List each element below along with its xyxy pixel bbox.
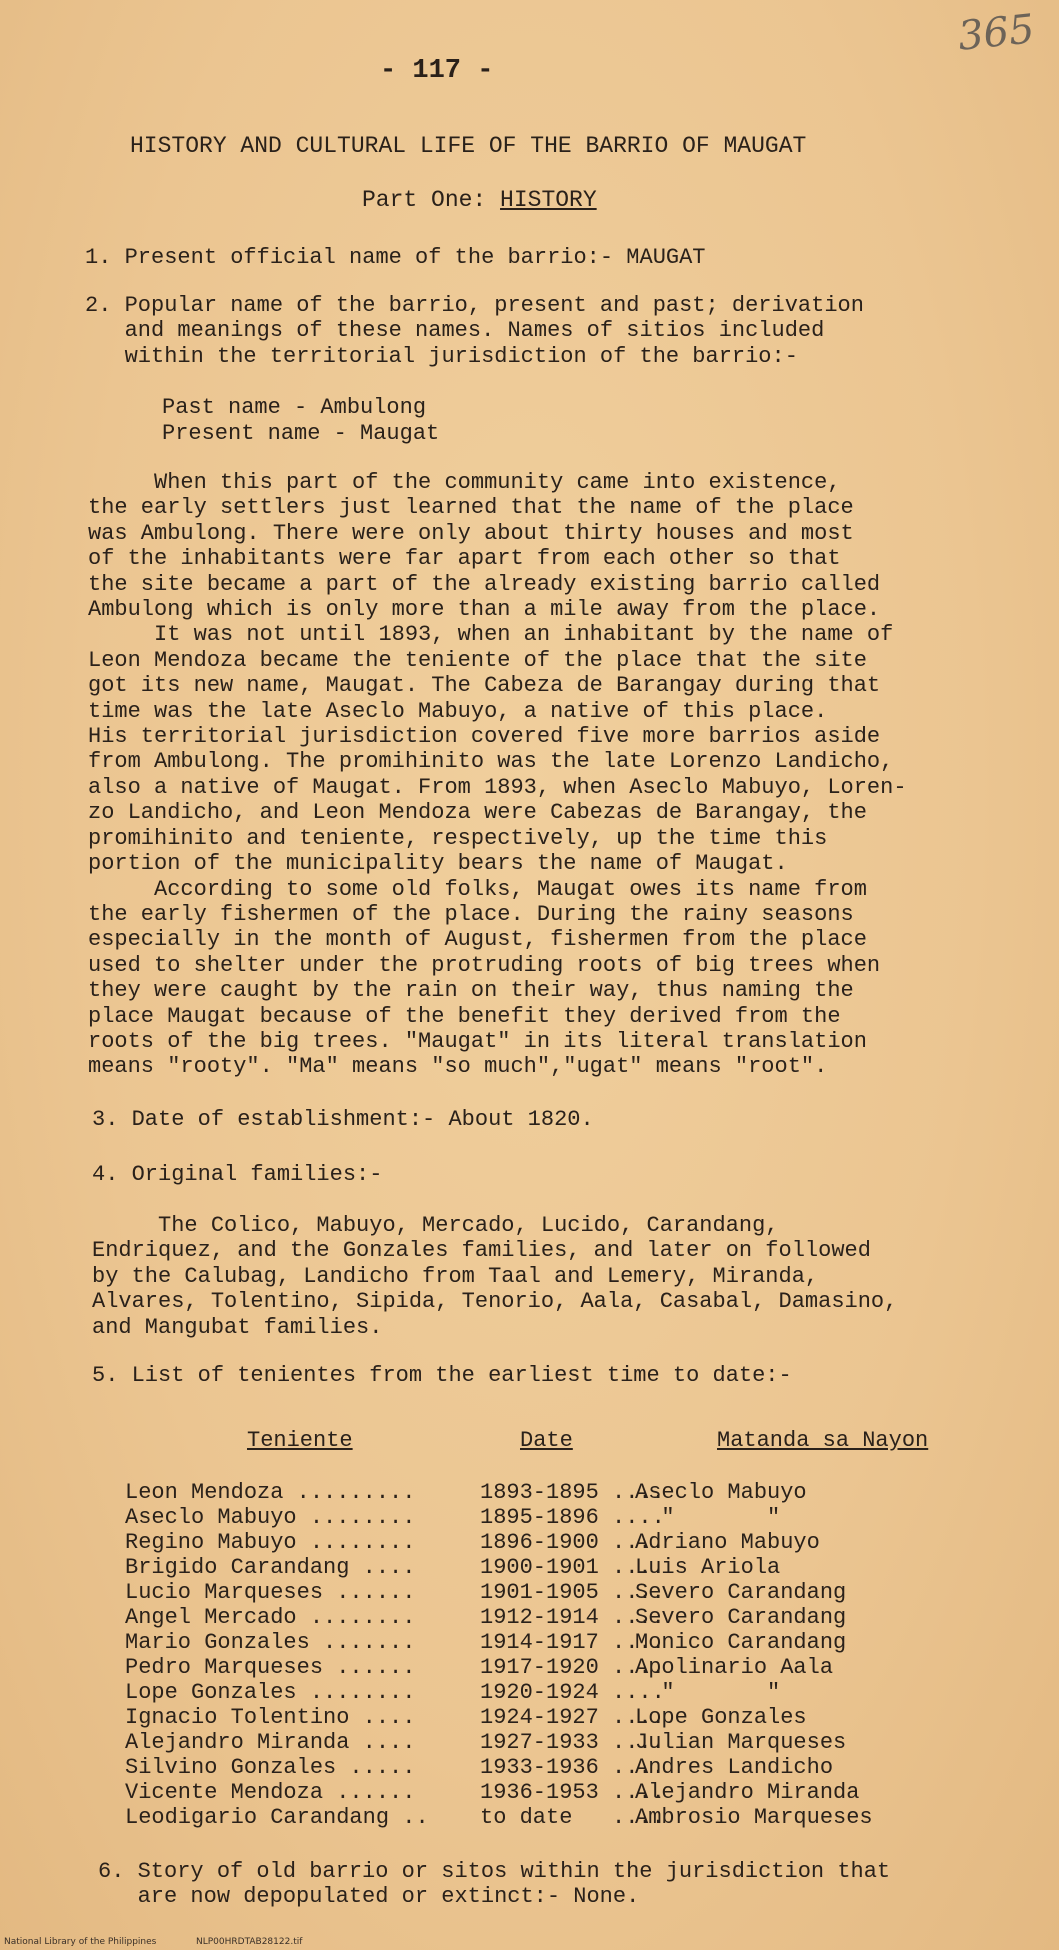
item-1: 1. Present official name of the barrio:- MAUGAT (85, 245, 706, 270)
part-prefix: Part One: (362, 187, 501, 213)
item-4-heading: 4. Original families:- (92, 1162, 383, 1187)
past-name: Past name - Ambulong (162, 395, 427, 420)
item-2-body: When this part of the community came into existence, the early settlers just learned that the name of the place was Ambulong. There were only about thirty houses and most of the inhabitants were far apart from each other so that the site became a part of the already existing barrio called Ambulong which is only more than a mile away from the place. It was not until 1893, when an inhabitant by the name of Leon Mendoza became the teniente of the place that the site got its new name, Maugat. The Cabeza de Barangay during that time was the late Aseclo Mabuyo, a native of this place. His territorial jurisdiction covered five more barrios aside from Ambulong. The promihinito was the late Lorenzo Landicho, also a native of Maugat. From 1893, when Aseclo Mabuyo, Loren- zo Landicho, and Leon Mendoza were Cabezas de Barangay, the promihinito and teniente, respectively, up the time this portion of the municipality bears the name of Maugat. According to some old folks, Maugat owes its name from the early fishermen of the place. During the rainy seasons especially in the month of August, fishermen from the place used to shelter under the protruding roots of big trees when they were caught by the rain on their way, thus naming the place Maugat because of the benefit they derived from the roots of the big trees. "Maugat" in its literal translation means "rooty". "Ma" means "so much","ugat" means "root". (88, 470, 907, 1080)
footer-library: National Library of the Philippines (4, 1937, 157, 1947)
footer-file: NLP00HRDTAB28122.tif (196, 1937, 303, 1947)
pencil-page-mark: 365 (955, 6, 1037, 60)
page-number: - 117 - (380, 56, 494, 86)
item-5-heading: 5. List of tenientes from the earliest time to date:- (92, 1363, 792, 1388)
part-name: HISTORY (500, 187, 597, 213)
present-name: Present name - Maugat (162, 421, 440, 446)
column-header-matanda: Matanda sa Nayon (717, 1428, 929, 1453)
column-header-teniente: Teniente (247, 1428, 353, 1453)
scan-footer (4, 1937, 303, 1947)
item-6: 6. Story of old barrio or sitos within the jurisdiction that are now depopulated or extinct:- None. (98, 1859, 891, 1910)
item-4-body: The Colico, Mabuyo, Mercado, Lucido, Carandang, Endriquez, and the Gonzales families, and later on followed by the Calubag, Landicho from Taal and Lemery, Miranda, Alvares, Tolentino, Sipida, Tenorio, Aala, Casabal, Damasino, and Mangubat families. (92, 1213, 898, 1340)
part-heading (362, 188, 597, 213)
document-title: HISTORY AND CULTURAL LIFE OF THE BARRIO OF MAUGAT (130, 133, 807, 159)
item-3: 3. Date of establishment:- About 1820. (92, 1107, 594, 1132)
document-page: 365 - 117 - HISTORY AND CULTURAL LIFE OF THE BARRIO OF MAUGAT Part One: HISTORY 1. Present official name of the barrio:- MAUGAT 2. Popular name of the barrio, present and past; derivation and meanings of these names. Names of sitios included within the territorial jurisdiction of the barrio:- Past name - Ambulong Present name - Maugat When this part of the community came into existence, the early settlers just learned that the name of the place was Ambulong. There were only about thirty houses and most of the inhabitants were far apart from each other so that the site became a part of the already existing barrio called Ambulong which is only more than a mile away from the place. It was not until 1893, when an inhabitant by the name of Leon Mendoza became the teniente of the place that the site got its new name, Maugat. The Cabeza de Barangay during that time was the late Aseclo Mabuyo, a native of this place. His territorial jurisdiction covered five more barrios aside from Ambulong. The promihinito was the late Lorenzo Landicho, also a native of Maugat. From 1893, when Aseclo Mabuyo, Loren- zo Landicho, and Leon Mendoza were Cabezas de Barangay, the promihinito and teniente, respectively, up the time this portion of the municipality bears the name of Maugat. According to some old folks, Maugat owes its name from the early fishermen of the place. During the rainy seasons especially in the month of August, fishermen from the place used to shelter under the protruding roots of big trees when they were caught by the rain on their way, thus naming the place Maugat because of the benefit they derived from the roots of the big trees. "Maugat" in its literal translation means "rooty". "Ma" means "so much","ugat" means "root". 3. Date of establishment:- About 1820. 4. Original families:- The Colico, Mabuyo, Mercado, Lucido, Carandang, Endriquez, and the Gonzales families, and later on followed by the Calubag, Landicho from Taal and Lemery, Miranda, Alvares, Tolentino, Sipida, Tenorio, Aala, Casabal, Damasino, and Mangubat families. 5. List of tenientes from the earliest time to date:- Teniente Date Matanda sa Nayon Leon Mendoza ......... 1893-1895 .... Aseclo Mabuyo Aseclo Mabuyo ........ 1895-1896 .... " " Regino Mabuyo ........ 1896-1900 .... Adriano Mabuyo Brigido Carandang .... 1900-1901 .... Luis Ariola Lucio Marqueses ...... 1901-1905 .... Severo Carandang Angel Mercado ........ 1912-1914 .... Severo Carandang Mario Gonzales ....... 1914-1917 .... Monico Carandang Pedro Marqueses ...... 1917-1920 .... Apolinario Aala Lope Gonzales ........ 1920-1924 .... " " Ignacio Tolentino .... 1924-1927 .... Lope Gonzales Alejandro Miranda .... 1927-1933 .... Julian Marqueses Silvino Gonzales ..... 1933-1936 .... Andres Landicho Vicente Mendoza ...... 1936-1953 .... Alejandro Miranda Leodigario Carandang .. to date .... Ambrosio Marqueses 6. Story of old barrio or sitos within the jurisdiction that are now depopulated or extinct:- None. National Library of the Philippines NLP00HRDTAB28122.tif (0, 0, 1059, 1950)
item-2-heading: 2. Popular name of the barrio, present and past; derivation and meanings of these names. Names of sitios included within the territorial jurisdiction of the barrio:- (85, 293, 864, 369)
column-header-date: Date (520, 1428, 573, 1453)
